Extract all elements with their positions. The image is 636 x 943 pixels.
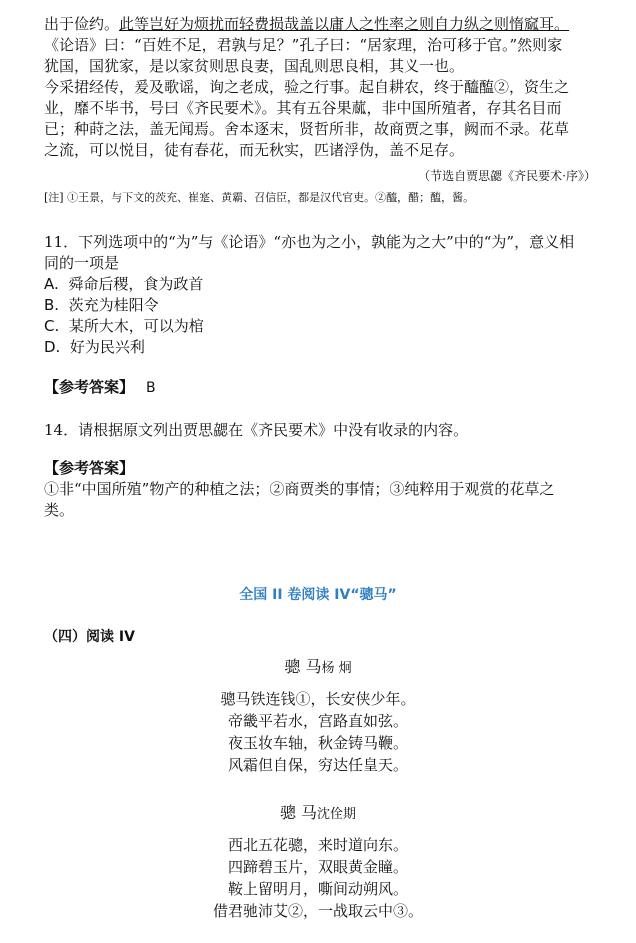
answer-label: 【参考答案】 [44,378,135,396]
answer-text-1: ①非“中国所殖”物产的种植之法；②商贾类的事情；③纯粹用于观赏的花草之 [44,480,555,498]
poem-2-line-3: 鞍上留明月，嘶间动朔风。 [227,880,408,898]
passage-note: [注] ①王景，与下文的茨充、崔寔、黄霸、召信臣，都是汉代官吏。②醯，醋；醢，酱。 [44,191,475,204]
poem-2-title: 骢 马 [279,803,318,822]
answer-text-2: 类。 [44,501,75,519]
poem-2-line-4: 借君驰沛艾②，一战取云中③。 [212,902,423,920]
poem-1-author: 杨 炯 [321,661,352,676]
poem-1-line-3: 夜玉妆车轴，秋金铸马鞭。 [227,734,408,752]
poem-1 [0,656,636,776]
poem-1-title-row [0,656,636,680]
question-11-text-2: 同的一项是 [44,254,120,272]
question-11-text-1: 11．下列选项中的“为”与《论语》“亦也为之小，孰能为之大”中的“为”，意义相 [44,233,575,251]
section-heading: （四）阅读 IV [44,629,135,645]
poem-2-title-row [0,802,636,826]
poem-1-title: 骢 马 [284,657,322,676]
question-14-text: 14．请根据原文列出贾思勰在《齐民要术》中没有收录的内容。 [44,421,469,439]
passage [44,14,600,161]
option-text: 茨充为桂阳令 [68,296,159,314]
question-11-answer [44,376,600,397]
passage-line-6: 已；种莳之法，盖无闻焉。舍本逐末，贤哲所非，故商贾之事，阙而不录。花草 [44,120,570,138]
option-b [44,295,600,316]
passage-line-5: 业，靡不毕书，号曰《齐民要术》。其有五谷果蓏，非中国所殖者，存其名目而 [44,99,562,117]
passage-line-4: 今采捃经传，爰及歌谣，询之老成，验之行事。起自耕农，终于醯醢②，资生之 [44,78,570,96]
option-a [44,274,600,295]
option-letter: C. [44,317,60,335]
poem-2-line-1: 西北五花骢，来时道向东。 [227,836,408,854]
option-d [44,337,600,358]
option-text: 某所大木，可以为棺 [68,317,204,335]
question-14-answer [44,458,600,521]
passage-underlined-sentence: 此等岂好为烦扰而轻费损哉盖以庸人之性率之则自力纵之则惰窳耳。 [119,15,570,33]
poem-2-line-2: 四蹄碧玉片，双眼黄金瞳。 [227,858,408,876]
passage-line-3: 犹国，国犹家，是以家贫则思良妻，国乱则思良相，其义一也。 [44,57,465,75]
passage-line-7: 之流，可以悦目，徒有春花，而无秋实，匹诸浮伪，盖不足存。 [44,141,465,159]
option-c [44,316,600,337]
option-letter: D. [44,338,61,356]
poem-2 [0,802,636,922]
option-letter: B. [44,296,60,314]
passage-line-1-plain: 出于俭约。 [44,15,120,33]
poem-2-author: 沈佺期 [317,807,357,822]
answer-value: B [146,380,156,396]
question-11 [44,232,600,358]
option-text: 好为民兴利 [69,338,145,356]
answer-label: 【参考答案】 [44,459,135,477]
section-title: 全国 II 卷阅读 IV“骢马” [239,587,397,603]
poem-1-line-4: 风霜但自保，穷达任皇天。 [227,756,408,774]
passage-source: （节选自贾思勰《齐民要术·序》） [418,169,596,183]
passage-line-1 [44,14,600,35]
option-letter: A. [44,275,59,293]
poem-1-line-2: 帝畿平若水，宫路直如弦。 [227,712,408,730]
question-14 [44,420,600,441]
passage-line-2: 《论语》曰：“百姓不足，君孰与足？”孔子曰：“居家理，治可移于官。”然则家 [44,36,563,54]
option-text: 舜命后稷，食为政首 [68,275,204,293]
poem-1-line-1: 骢马铁连钱①，长安侠少年。 [220,690,416,708]
